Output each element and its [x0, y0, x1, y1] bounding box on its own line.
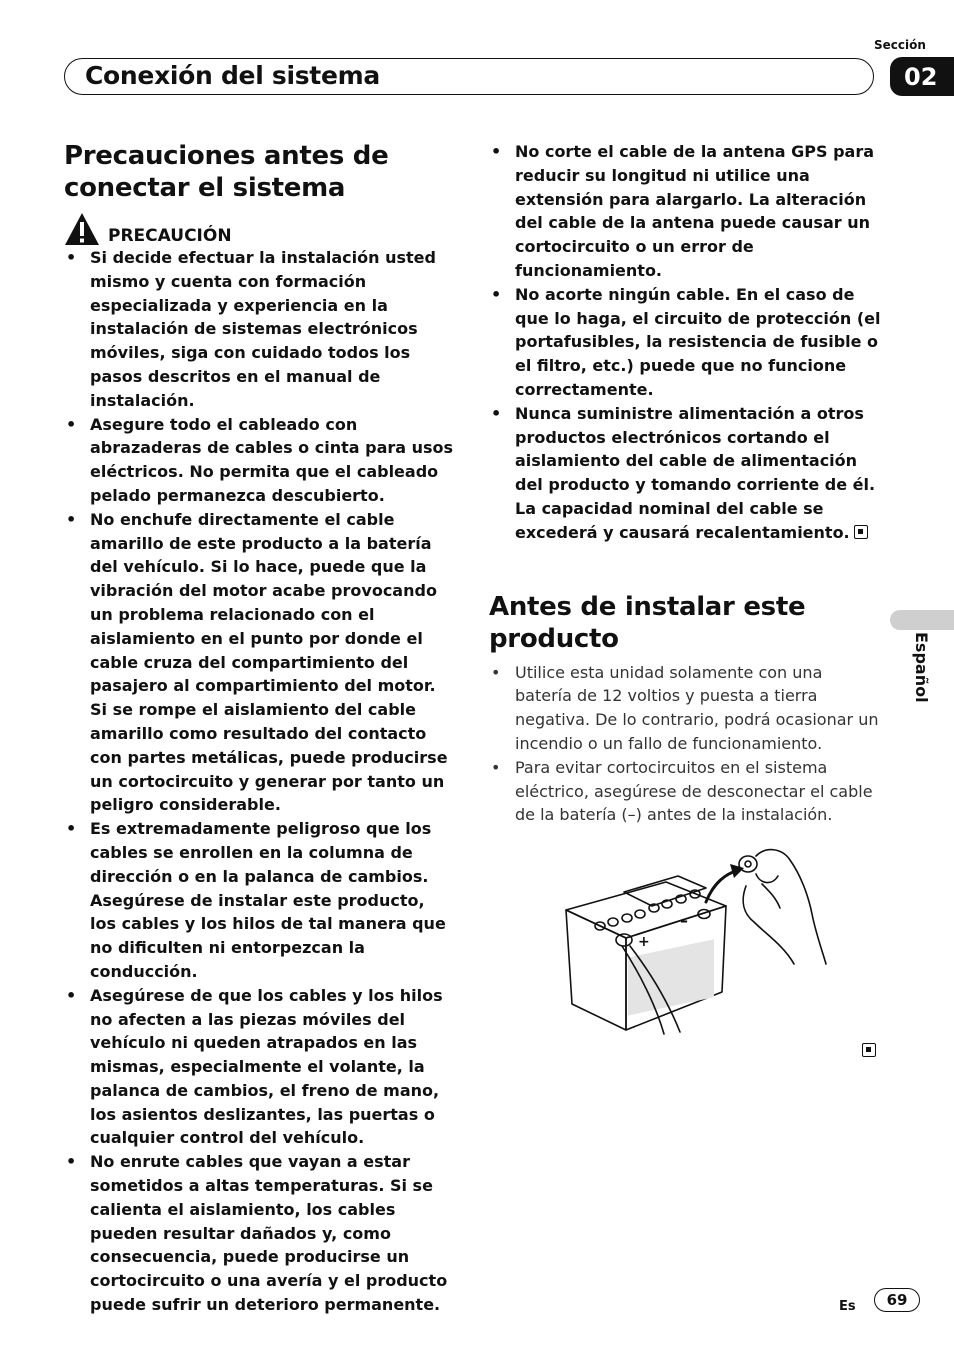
end-mark-icon — [854, 525, 868, 539]
list-item: • No enchufe directamente el cable amarillo de este producto a la batería del vehículo. Si lo hace, puede que la vibración del motor acabe provocando un problema relacionado con el aislamiento en el punto por donde el cable cruza del compartimiento del pasajero al compartimiento del motor. Si se rompe el aislamiento del cable amarillo como resultado del contacto con partes metálicas, puede producirse un cortocircuito y generar por tanto un peligro considerable. — [64, 508, 456, 817]
battery-disconnect-illustration — [560, 842, 830, 1042]
page-number-badge: 69 — [874, 1288, 920, 1312]
minus-sign: – — [680, 911, 688, 930]
before-install-list — [489, 661, 881, 828]
cable-clamp — [739, 856, 757, 872]
page-title: Conexión del sistema — [85, 61, 380, 90]
plus-sign: + — [638, 934, 650, 950]
list-item: • Es extremadamente peligroso que los cables se enrollen en la columna de dirección o en la palanca de cambios. Asegúrese de instalar este producto, los cables y los hilos de tal manera que no dificulten ni entorpezcan la conducción. — [64, 817, 456, 984]
list-item: • No acorte ningún cable. En el caso de que lo haga, el circuito de protección (el portafusibles, la resistencia de fusible o el filtro, etc.) puede que no funcione correctamente. — [489, 283, 881, 402]
left-column — [64, 140, 456, 1317]
language-tab-marker — [890, 610, 954, 630]
list-item: • Si decide efectuar la instalación usted mismo y cuenta con formación especializada y experiencia en la instalación de sistemas electrónicos móviles, siga con cuidado todos los pasos descritos en el manual de instalación. — [64, 246, 456, 413]
section-number-badge: 02 — [890, 57, 954, 96]
section-label: Sección — [874, 38, 926, 52]
caution-list — [64, 246, 456, 1317]
caution-list-continued — [489, 140, 881, 545]
precautions-heading: Precauciones antes de conectar el sistema — [64, 141, 389, 203]
caution-label: PRECAUCIÓN — [108, 226, 232, 246]
caution-row — [64, 212, 456, 246]
list-item — [489, 402, 881, 545]
before-install-heading: Antes de instalar este producto — [489, 591, 806, 654]
list-item-text: Nunca suministre alimentación a otros productos electrónicos cortando el aislamiento del cable de alimentación del producto y tomando corriente de él. La capacidad nominal del cable se excederá y causará recalentamiento. — [515, 403, 876, 542]
hand-outline — [756, 850, 826, 964]
list-item: • No enrute cables que vayan a estar sometidos a altas temperaturas. Si se calienta el aislamiento, los cables pueden resultar dañados y, como consecuencia, puede producirse un cortocircuito o una avería y el producto puede sufrir un deterioro permanente. — [64, 1150, 456, 1317]
list-item: • No corte el cable de la antena GPS para reducir su longitud ni utilice una extensión para alargarlo. La alteración del cable de la antena puede causar un cortocircuito o un error de funcionamiento. — [489, 140, 881, 283]
right-column — [489, 140, 881, 827]
figure-end-mark-icon — [862, 1043, 876, 1057]
list-item: • Asegure todo el cableado con abrazaderas de cables o cinta para usos eléctricos. No permita que el cableado pelado permanezca descubierto. — [64, 413, 456, 508]
list-item: • Para evitar cortocircuitos en el sistema eléctrico, asegúrese de desconectar el cable de la batería (–) antes de la instalación. — [489, 756, 881, 827]
list-item: • Utilice esta unidad solamente con una batería de 12 voltios y puesta a tierra negativa. De lo contrario, podrá ocasionar un incendio o un fallo de funcionamiento. — [489, 661, 881, 756]
warning-triangle-icon — [64, 212, 100, 246]
language-tab-label: Español — [912, 632, 931, 703]
positive-terminal — [616, 934, 632, 946]
header-bar — [64, 58, 874, 95]
footer-language-code: Es — [839, 1299, 856, 1314]
list-item: • Asegúrese de que los cables y los hilos no afecten a las piezas móviles del vehículo ni queden atrapados en las mismas, especialmente el volante, la palanca de cambios, el freno de mano, los asientos deslizantes, las puertas o cualquier control del vehículo. — [64, 984, 456, 1151]
